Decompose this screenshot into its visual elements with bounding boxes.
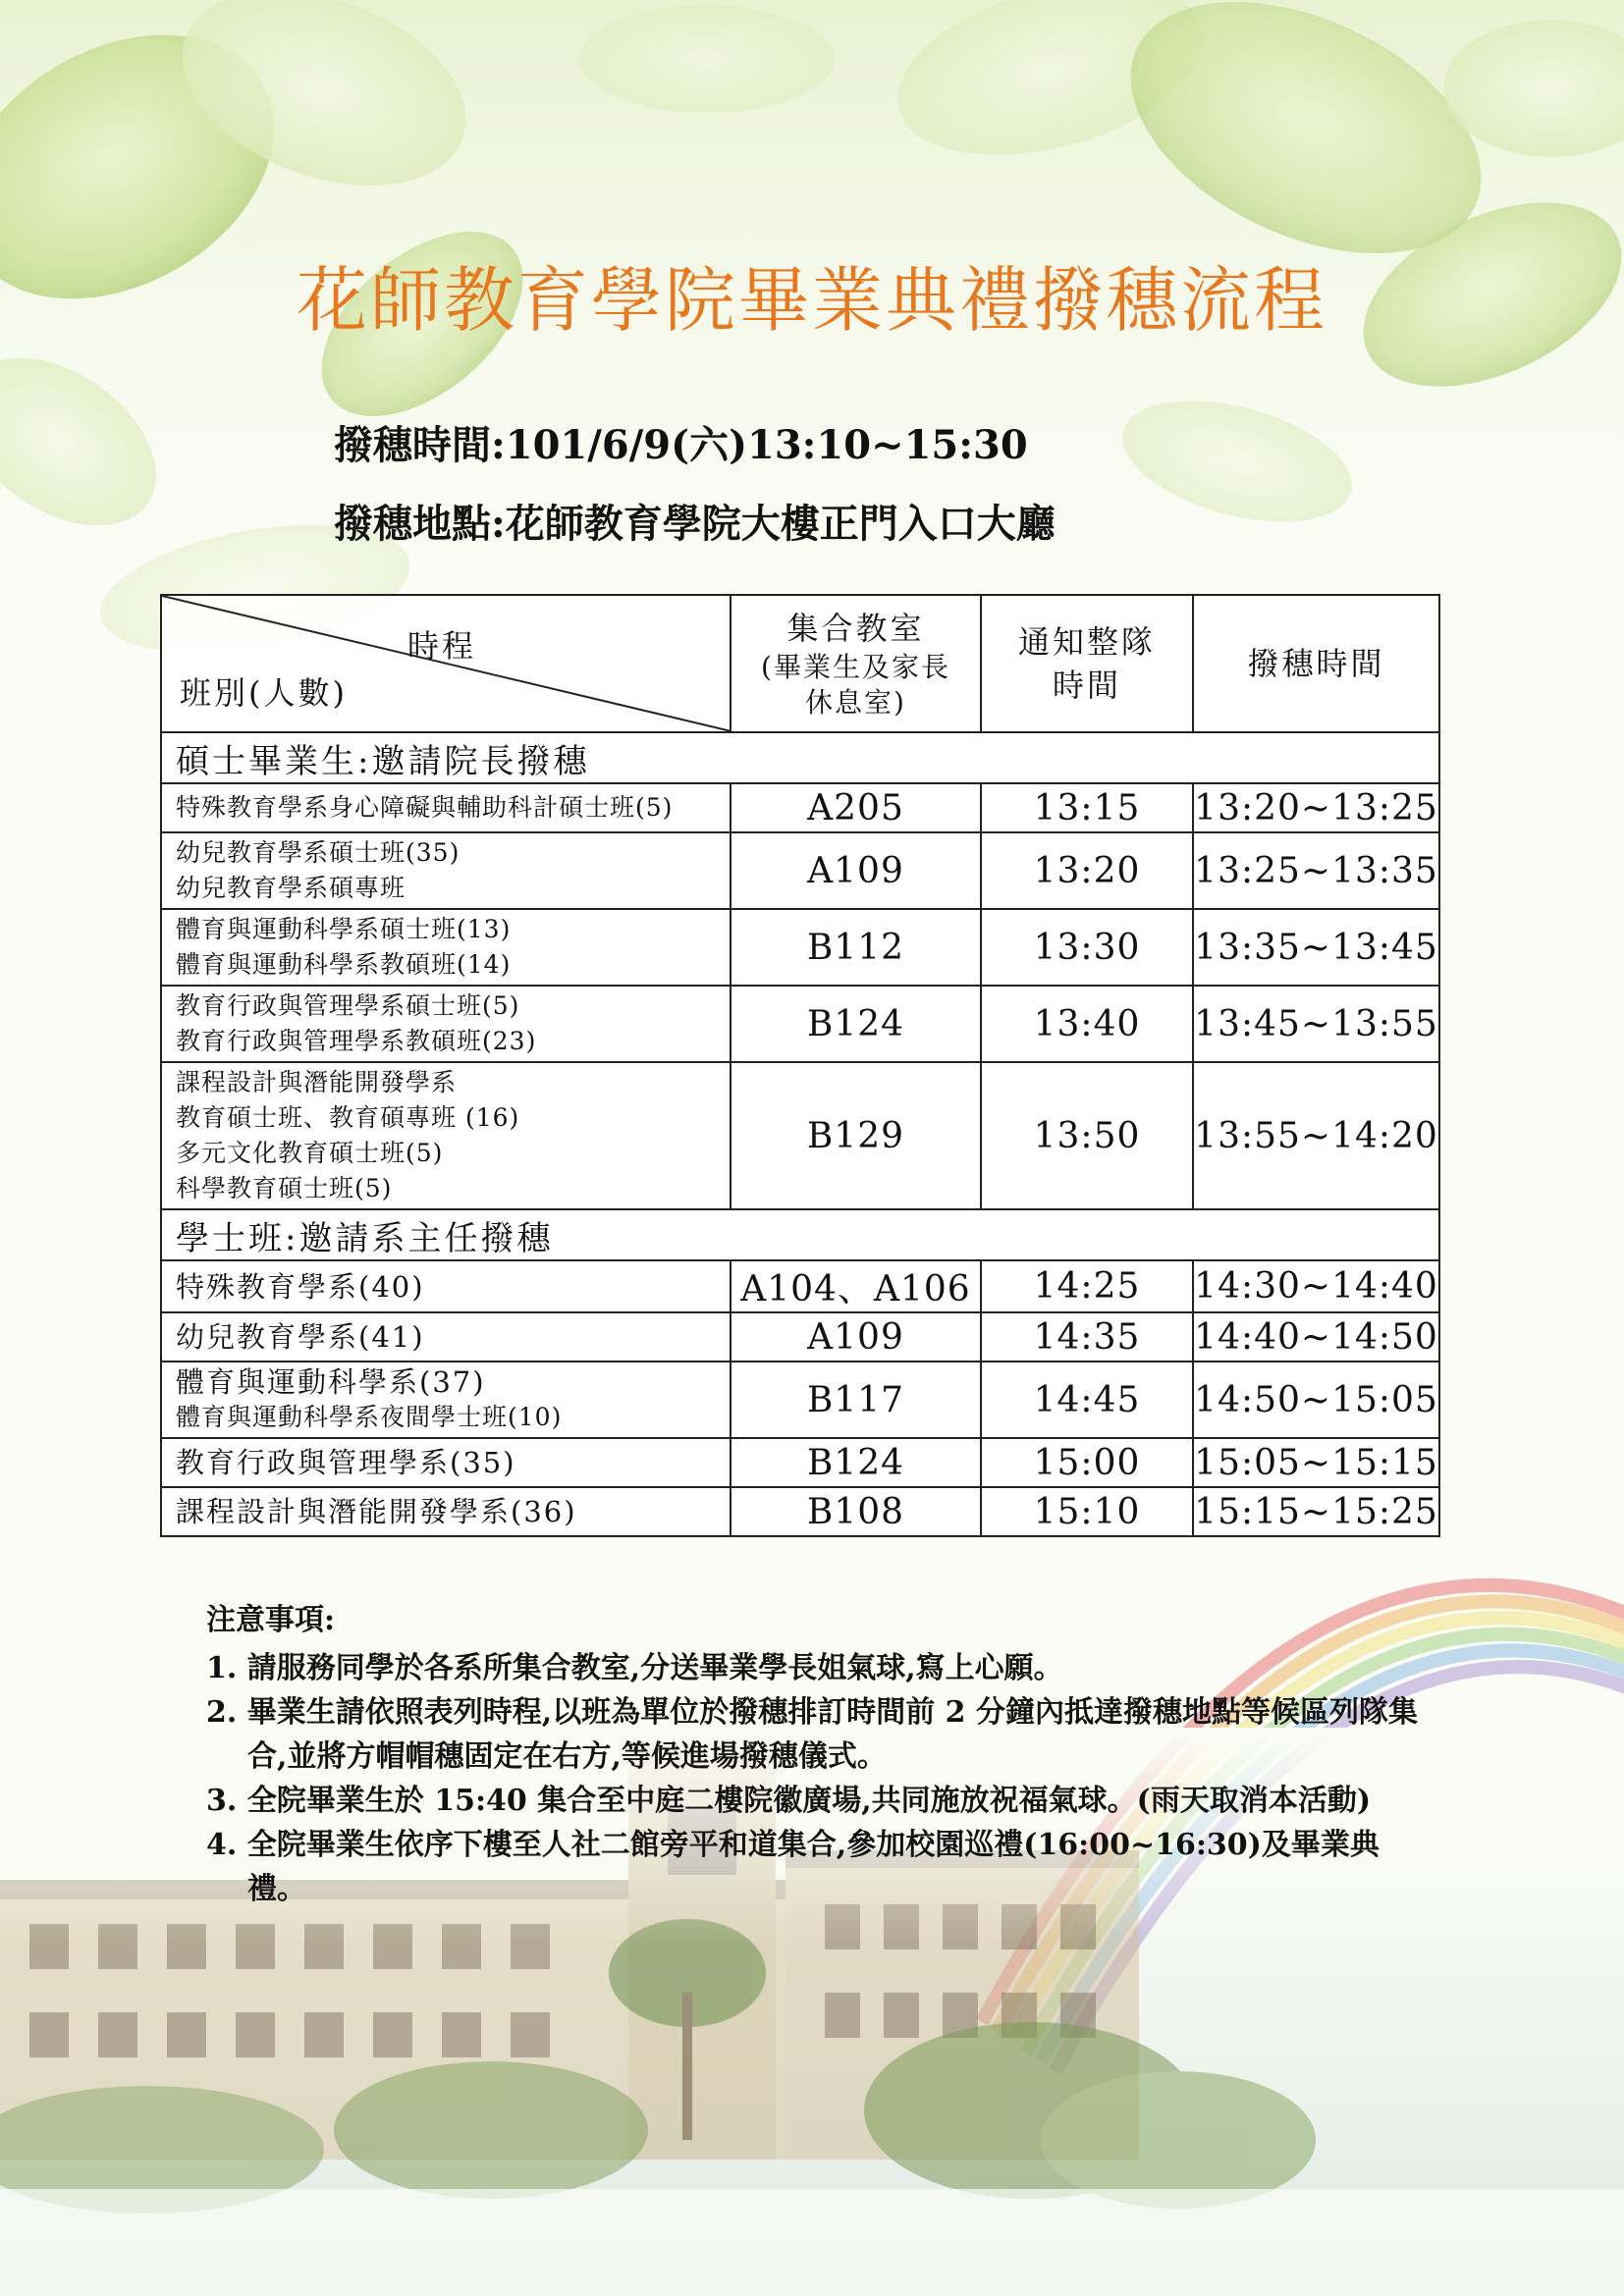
ceremony-time: 撥穗時間:101/6/9(六)13:10~15:30 (334, 422, 1028, 468)
ceremony-place: 撥穗地點:花師教育學院大樓正門入口大廳 (334, 501, 1056, 547)
header-room-line1: 集合教室 (786, 610, 925, 647)
table-row (161, 1062, 1439, 1209)
header-schedule-label: 時程 (407, 627, 477, 665)
ceremony-time-cell: 13:20~13:25 (1193, 783, 1439, 832)
class-name-line: 特殊教育學系(40) (176, 1269, 425, 1304)
table-row (161, 783, 1439, 832)
note-item-4: 4. 全院畢業生依序下樓至人社二館旁平和道集合,參加校園巡禮(16:00~16:30)及畢業典禮。 (206, 1828, 1380, 1906)
room-cell: B108 (731, 1487, 981, 1536)
notify-time-cell: 14:25 (981, 1260, 1193, 1312)
ceremony-time-cell: 15:05~15:15 (1193, 1438, 1439, 1487)
header-room-line2: (畢業生及家長 (761, 651, 950, 683)
header-diagonal-cell (161, 595, 731, 732)
header-notify-line2: 時間 (1052, 667, 1121, 704)
class-name-line: 教育行政與管理學系(35) (176, 1446, 516, 1479)
section-header-row (161, 1209, 1439, 1260)
notify-time-cell: 14:45 (981, 1362, 1193, 1438)
table-row (161, 909, 1439, 986)
class-name-cell (161, 1260, 731, 1312)
ceremony-time-cell: 14:30~14:40 (1193, 1260, 1439, 1312)
ceremony-time-cell: 13:55~14:20 (1193, 1062, 1439, 1209)
class-name-line: 教育行政與管理學系教碩班(23) (176, 1027, 537, 1055)
table-row (161, 1260, 1439, 1312)
notify-time-cell: 14:35 (981, 1312, 1193, 1362)
notify-time-cell: 15:00 (981, 1438, 1193, 1487)
class-name-cell (161, 909, 731, 986)
notify-time-cell: 13:15 (981, 783, 1193, 832)
notify-time-cell: 13:20 (981, 832, 1193, 909)
note-item-1: 1. 請服務同學於各系所集合教室,分送畢業學長姐氣球,寫上心願。 (206, 1651, 1063, 1685)
header-room (731, 595, 981, 732)
header-notify (981, 595, 1193, 732)
table-row (161, 1438, 1439, 1487)
class-name-line: 體育與運動科學系教碩班(14) (176, 950, 512, 979)
class-name-line: 特殊教育學系身心障礙與輔助科計碩士班(5) (176, 793, 674, 822)
class-name-line: 科學教育碩士班(5) (176, 1174, 393, 1202)
notify-time-cell: 13:30 (981, 909, 1193, 986)
room-cell: A104、A106 (731, 1260, 981, 1312)
class-name-line: 體育與運動科學系夜間學士班(10) (176, 1403, 563, 1431)
class-name-cell (161, 832, 731, 909)
table-header-row (161, 595, 1439, 732)
section-title: 學士班:邀請系主任撥穗 (161, 1209, 1439, 1260)
notify-time-cell: 13:40 (981, 986, 1193, 1062)
class-name-cell (161, 986, 731, 1062)
class-name-cell (161, 1062, 731, 1209)
ceremony-time-cell: 13:25~13:35 (1193, 832, 1439, 909)
note-item-3: 3. 全院畢業生於 15:40 集合至中庭二樓院徽廣場,共同施放祝福氣球。(雨天取消本活動) (206, 1784, 1372, 1818)
class-name-cell (161, 1362, 731, 1438)
header-class-label: 班別(人數) (180, 674, 348, 712)
page-title: 花師教育學院畢業典禮撥穗流程 (296, 259, 1327, 342)
table-row (161, 1487, 1439, 1536)
table-row (161, 986, 1439, 1062)
class-name-cell (161, 1312, 731, 1362)
notify-time-cell: 13:50 (981, 1062, 1193, 1209)
class-name-line: 幼兒教育學系碩專班 (176, 874, 406, 902)
class-name-line: 課程設計與潛能開發學系(36) (176, 1495, 577, 1528)
class-name-cell (161, 783, 731, 832)
ceremony-time-cell: 14:40~14:50 (1193, 1312, 1439, 1362)
schedule-table (160, 594, 1440, 1537)
class-name-line: 多元文化教育碩士班(5) (176, 1139, 444, 1167)
room-cell: A205 (731, 783, 981, 832)
section-header-row (161, 732, 1439, 783)
class-name-line: 體育與運動科學系(37) (176, 1365, 486, 1399)
ceremony-time-cell: 13:35~13:45 (1193, 909, 1439, 986)
table-row (161, 1312, 1439, 1362)
room-cell: B112 (731, 909, 981, 986)
class-name-line: 教育行政與管理學系碩士班(5) (176, 991, 520, 1020)
notes-title: 注意事項: (206, 1603, 336, 1637)
class-name-line: 幼兒教育學系(41) (176, 1320, 425, 1354)
class-name-line: 課程設計與潛能開發學系 (176, 1068, 458, 1096)
section-title: 碩士畢業生:邀請院長撥穗 (161, 732, 1439, 783)
room-cell: B117 (731, 1362, 981, 1438)
class-name-cell (161, 1487, 731, 1536)
header-room-line3: 休息室) (805, 686, 906, 719)
notify-time-cell: 15:10 (981, 1487, 1193, 1536)
ceremony-time-cell: 15:15~15:25 (1193, 1487, 1439, 1536)
ceremony-time-cell: 14:50~15:05 (1193, 1362, 1439, 1438)
class-name-line: 體育與運動科學系碩士班(13) (176, 915, 512, 943)
room-cell: A109 (731, 1312, 981, 1362)
header-notify-line1: 通知整隊 (1017, 623, 1156, 661)
room-cell: B129 (731, 1062, 981, 1209)
table-row (161, 1362, 1439, 1438)
room-cell: B124 (731, 986, 981, 1062)
class-name-line: 教育碩士班、教育碩專班 (16) (176, 1103, 520, 1132)
header-ceremony-time: 撥穗時間 (1193, 595, 1439, 732)
class-name-line: 幼兒教育學系碩士班(35) (176, 838, 460, 867)
class-name-cell (161, 1438, 731, 1487)
table-body (161, 732, 1439, 1536)
note-item-2: 2. 畢業生請依照表列時程,以班為單位於撥穗排訂時間前 2 分鐘內抵達撥穗地點等候區列隊集合,並將方帽帽穗固定在右方,等候進場撥穗儀式。 (206, 1695, 1418, 1774)
room-cell: A109 (731, 832, 981, 909)
notes-section (206, 1598, 1434, 1911)
table-row (161, 832, 1439, 909)
ceremony-time-cell: 13:45~13:55 (1193, 986, 1439, 1062)
room-cell: B124 (731, 1438, 981, 1487)
